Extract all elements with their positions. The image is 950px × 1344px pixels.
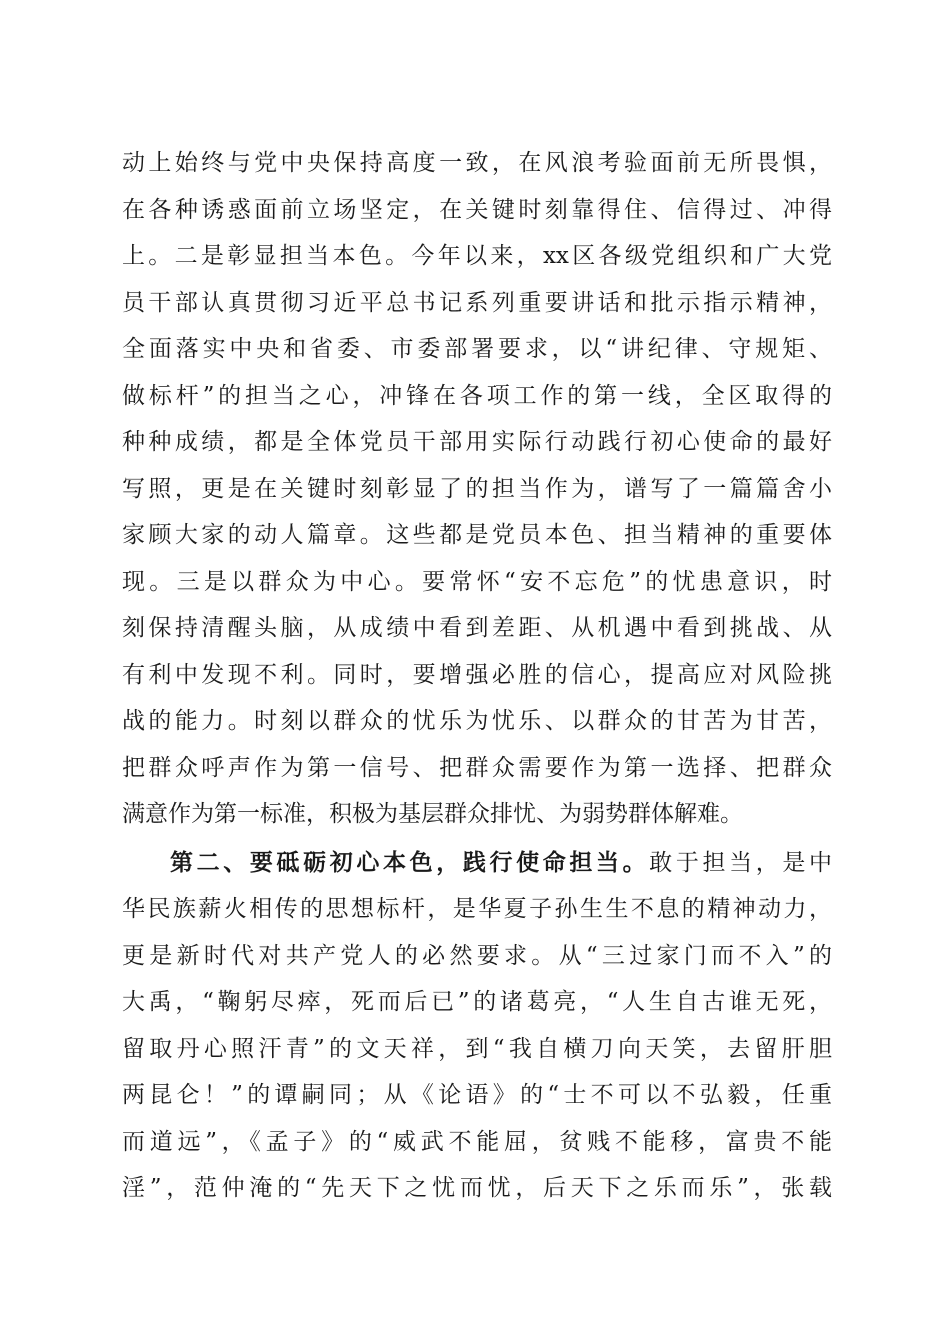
text-line: 淫”，范仲淹的“先天下之忧而忧，后天下之乐而乐”，张载 [122,1175,832,1201]
text-line: 战的能力。时刻以群众的忧乐为忧乐、以群众的甘苦为甘苦， [122,708,832,734]
text-line: 员干部认真贯彻习近平总书记系列重要讲话和批示指示精神， [122,289,832,316]
text-line: 种种成绩，都是全体党员干部用实际行动践行初心使命的最好 [122,429,832,455]
paragraph-2 [122,840,832,1212]
text-line: 满意作为第一标准，积极为基层群众排忧、为弱势群体解难。 [122,801,743,827]
text-line: 写照，更是在关键时刻彰显了的担当作为，谱写了一篇篇舍小 [122,475,832,502]
section-heading: 第二、要砥砺初心本色，践行使命担当。 [170,848,650,876]
text-line: 留取丹心照汗青”的文天祥，到“我自横刀向天笑，去留肝胆 [122,1035,832,1062]
text-line: 全面落实中央和省委、市委部署要求，以“讲纪律、守规矩、 [122,336,832,362]
text-line: 动上始终与党中央保持高度一致，在风浪考验面前无所畏惧， [122,150,832,176]
text-line: 更是新时代对共产党人的必然要求。从“三过家门而不入”的 [122,942,832,969]
text-line: 做标杆”的担当之心，冲锋在各项工作的第一线，全区取得的 [122,382,832,409]
text-line: 刻保持清醒头脑，从成绩中看到差距、从机遇中看到挑战、从 [122,615,832,641]
text-line: 在各种诱惑面前立场坚定，在关键时刻靠得住、信得过、冲得 [122,196,832,223]
text-line: 而道远”，《孟子》的“威武不能屈，贫贱不能移，富贵不能 [122,1128,832,1155]
document-body [122,140,832,1212]
text-line: 两昆仑！”的谭嗣同；从《论语》的“士不可以不弘毅，任重 [122,1082,832,1108]
text-line: 家顾大家的动人篇章。这些都是党员本色、担当精神的重要体 [122,522,832,548]
paragraph-2-first-line [122,840,832,887]
text-line: 上。二是彰显担当本色。今年以来，xx区各级党组织和广大党 [122,243,832,269]
text-line: 大禹，“鞠躬尽瘁，死而后已”的诸葛亮，“人生自古谁无死， [122,989,832,1015]
text-line: 把群众呼声作为第一信号、把群众需要作为第一选择、把群众 [122,754,832,781]
paragraph-1 [122,140,832,838]
text-line: 华民族薪火相传的思想标杆，是华夏子孙生生不息的精神动力， [122,896,832,922]
text-line: 有利中发现不利。同时，要增强必胜的信心，提高应对风险挑 [122,661,832,688]
text-line: 现。三是以群众为中心。要常怀“安不忘危”的忧患意识，时 [122,568,832,595]
paragraph-2-first-rest: 敢于担当，是中 [649,849,832,876]
